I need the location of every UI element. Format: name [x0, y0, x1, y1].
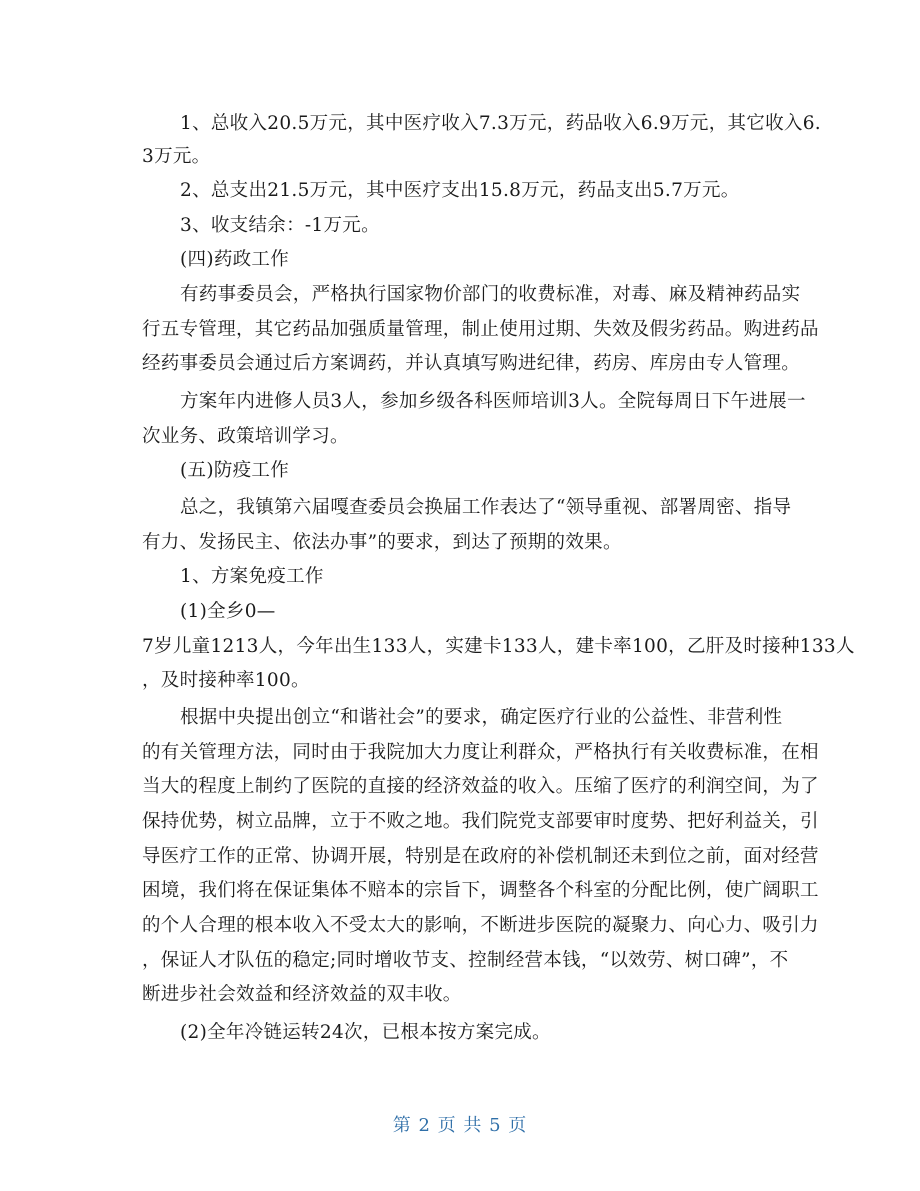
text-line: 导医疗工作的正常、协调开展，特别是在政府的补偿机制还未到位之前，面对经营 [142, 846, 819, 867]
page-number-footer: 第 2 页 共 5 页 [392, 1115, 528, 1136]
text-line: 断进步社会效益和经济效益的双丰收。 [142, 984, 462, 1005]
text-line: 2、总支出21.5万元，其中医疗支出15.8万元，药品支出5.7万元。 [180, 180, 740, 201]
text-line: 7岁儿童1213人，今年出生133人，实建卡133人，建卡率100，乙肝及时接种133人 [142, 636, 855, 657]
text-line: 3万元。 [142, 146, 211, 167]
text-line: 有力、发扬民主、依法办事”的要求，到达了预期的效果。 [142, 532, 622, 553]
text-line: 行五专管理，其它药品加强质量管理，制止使用过期、失效及假劣药品。购进药品 [142, 319, 819, 340]
text-line: ，保证人才队伍的稳定;同时增收节支、控制经营本钱，“以效劳、树口碑”，不 [142, 950, 789, 971]
text-line: 保持优势，树立品牌，立于不败之地。我们院党支部要审时度势、把好利益关，引 [142, 811, 819, 832]
text-line: 当大的程度上制约了医院的直接的经济效益的收入。压缩了医疗的利润空间，为了 [142, 776, 819, 797]
section-heading: (四)药政工作 [180, 249, 290, 270]
text-line: 的有关管理方法，同时由于我院加大力度让利群众，严格执行有关收费标准，在相 [142, 742, 819, 763]
text-line: 次业务、政策培训学习。 [142, 426, 349, 447]
text-line: ，及时接种率100。 [142, 670, 310, 691]
text-line: (2)全年冷链运转24次，已根本按方案完成。 [180, 1022, 551, 1043]
text-line: 3、收支结余：-1万元。 [180, 215, 380, 236]
text-line: 有药事委员会，严格执行国家物价部门的收费标准，对毒、麻及精神药品实 [180, 284, 801, 305]
text-line: 总之，我镇第六届嘎查委员会换届工作表达了“领导重视、部署周密、指导 [180, 497, 792, 518]
text-line: 的个人合理的根本收入不受太大的影响，不断进步医院的凝聚力、向心力、吸引力 [142, 915, 819, 936]
text-line: (1)全乡0— [180, 601, 276, 622]
text-line: 困境，我们将在保证集体不赔本的宗旨下，调整各个科室的分配比例，使广阔职工 [142, 880, 819, 901]
text-line: 1、总收入20.5万元，其中医疗收入7.3万元，药品收入6.9万元，其它收入6. [180, 113, 821, 134]
text-line: 方案年内进修人员3人，参加乡级各科医师培训3人。全院每周日下午进展一 [180, 391, 806, 412]
text-line: 根据中央提出创立“和谐社会”的要求，确定医疗行业的公益性、非营利性 [180, 707, 783, 728]
text-line: 1、方案免疫工作 [180, 566, 324, 587]
section-heading: (五)防疫工作 [180, 460, 290, 481]
text-line: 经药事委员会通过后方案调药，并认真填写购进纪律，药房、库房由专人管理。 [142, 353, 801, 374]
